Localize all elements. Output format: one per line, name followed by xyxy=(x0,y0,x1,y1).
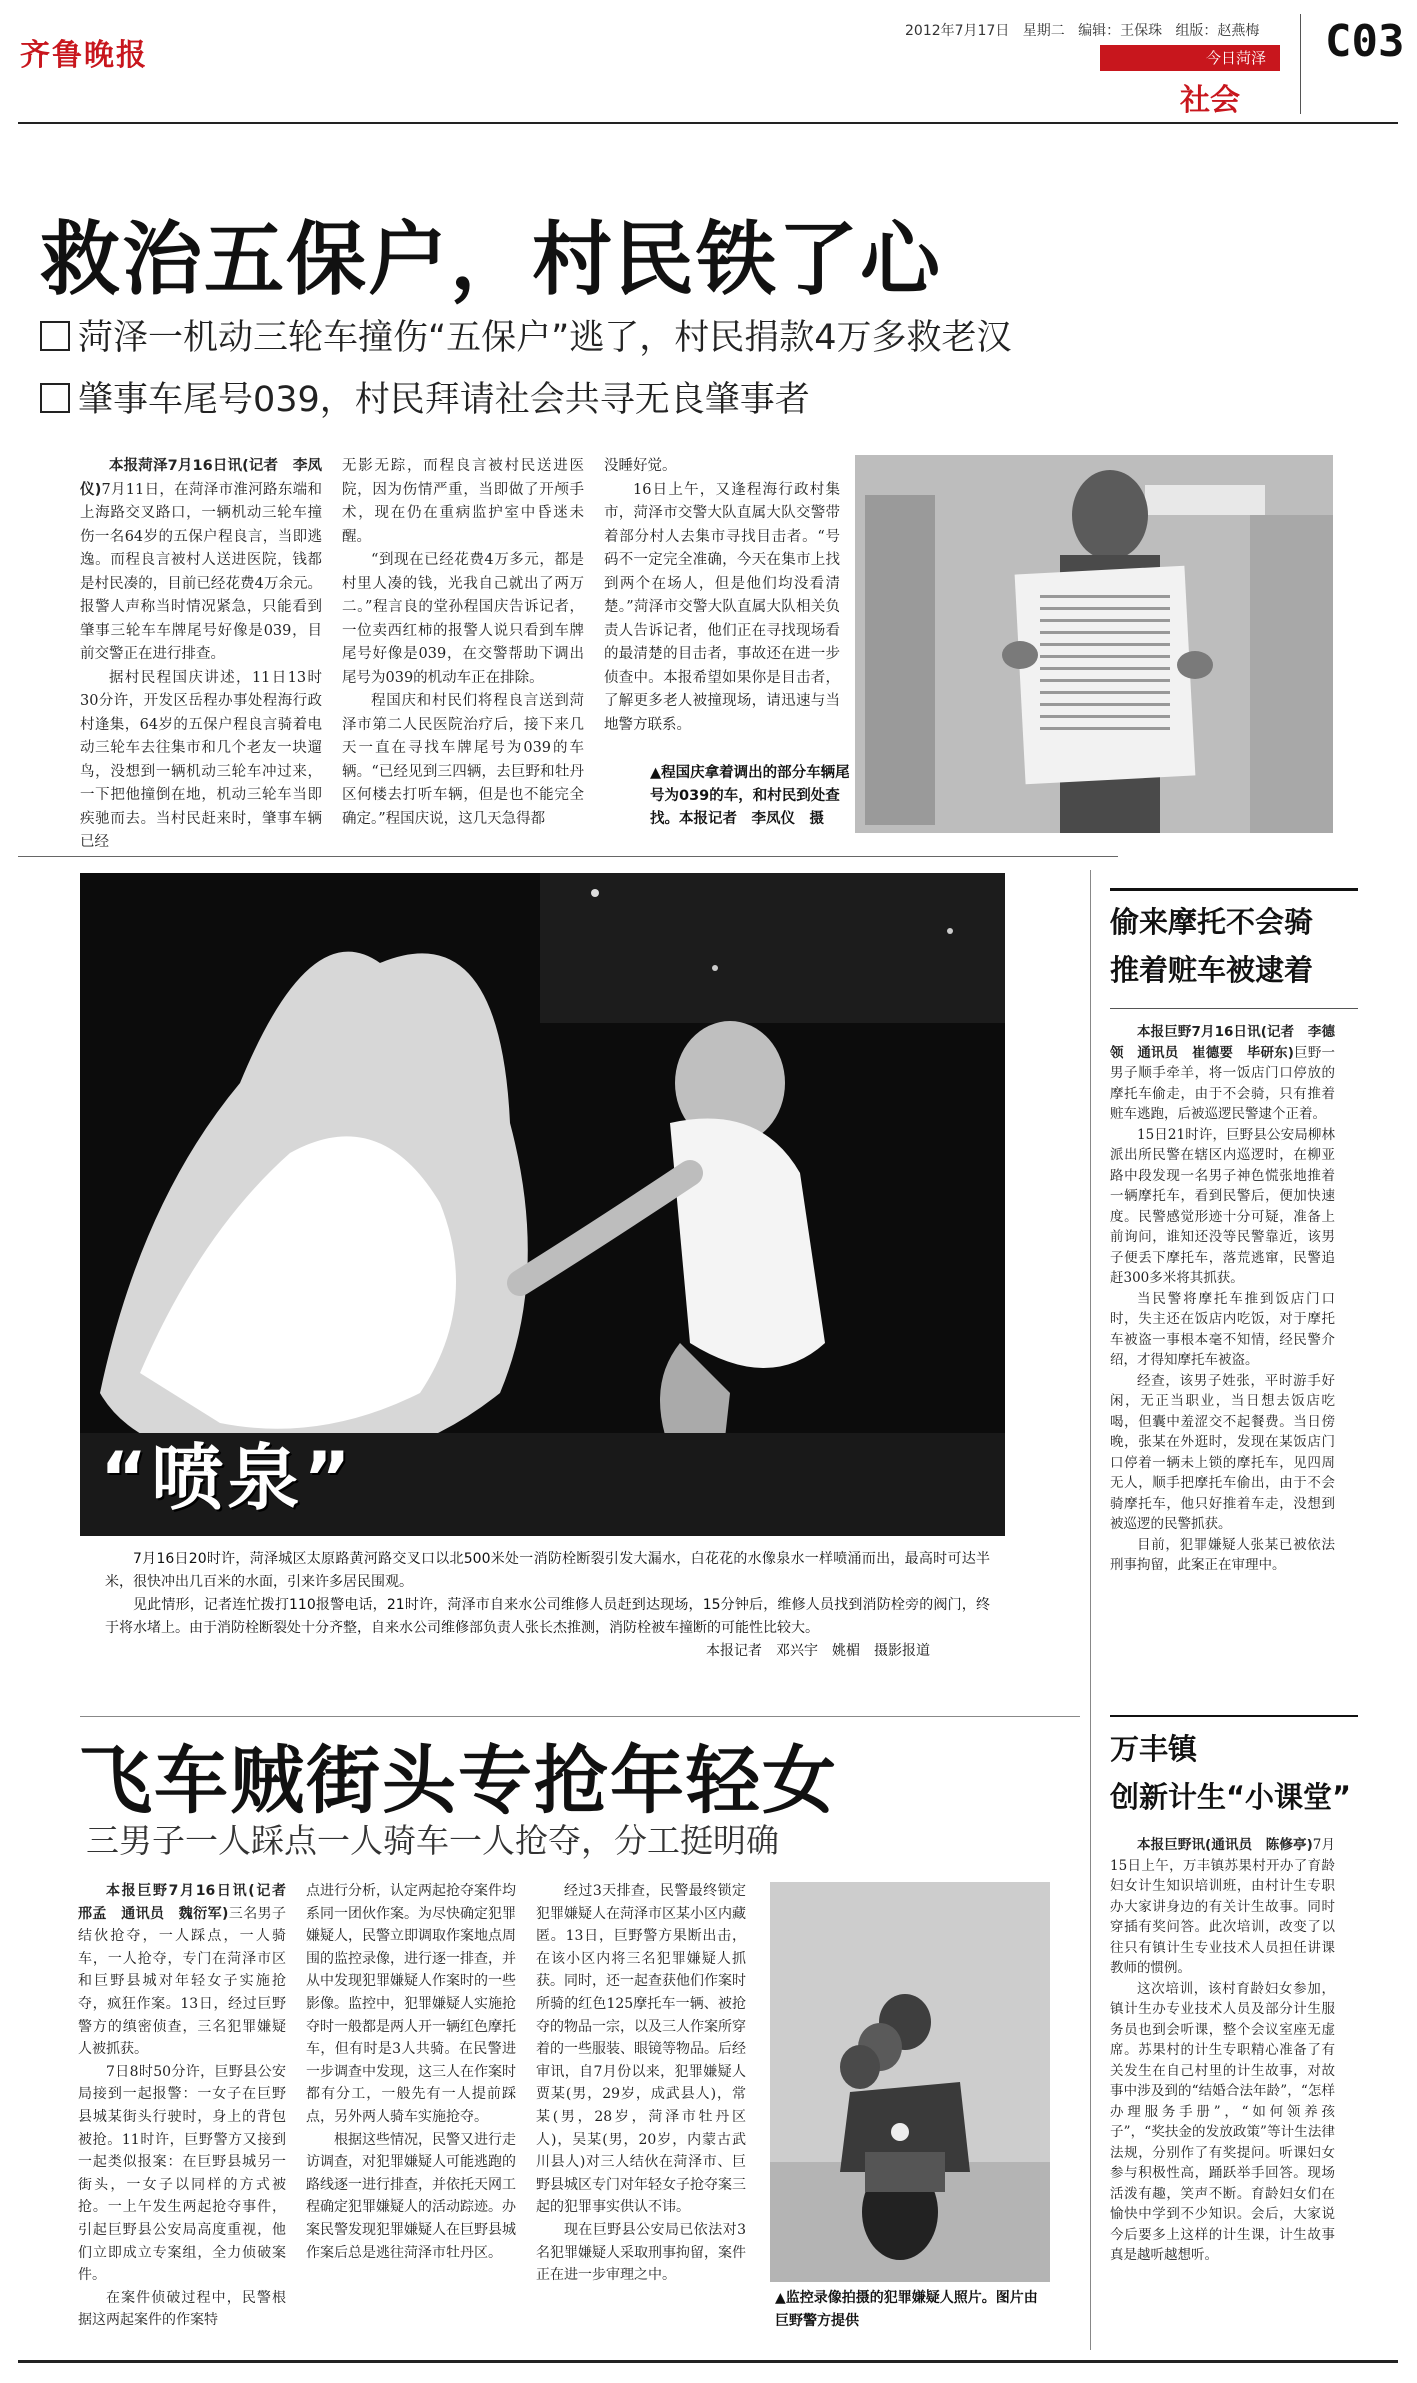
sidebar-title-rule xyxy=(1110,1008,1358,1009)
class-story-body: 本报巨野讯(通讯员 陈修亭)7月15日上午，万丰镇苏果村开办了育龄妇女计生知识培训班，由村计生专职办大家讲身边的有关计生故事。同时穿插有奖问答。此次培训，改变了以往只有镇计生专业技术人员担任讲课教师的惯例。 这次培训，该村育龄妇女参加，镇计生办专业技术人员及部分计生服务员也到会听课，整个会议室座无虚席。苏果村的计生专职精心准备了有关发生在自己村里的计生故事，对故事中涉及到的“结婚合法年龄”，“怎样办理服务手册”，“如何领养孩子”，“奖扶金的发放政策”等计生法律法规，分别作了有奖提问。听课妇女参与积极性高，踊跃举手回答。现场活泼有趣，笑声不断。育龄妇女们在愉快中学到不少知识。会后，大家说今后要多上这样的计生课，计生故事真是越听越想听。 xyxy=(1110,1835,1335,2266)
robbery-photo-caption: ▲监控录像拍摄的犯罪嫌疑人照片。图片由巨野警方提供 xyxy=(775,2290,1038,2329)
class-paragraph: 这次培训，该村育龄妇女参加，镇计生办专业技术人员及部分计生服务员也到会听课，整个会议室座无虚席。苏果村的计生专职精心准备了有关发生在自己村里的计生故事，对故事中涉及到的“结婚合法年龄”，“怎样办理服务手册”，“如何领养孩子”，“奖扶金的发放政策”等计生法律法规，分别作了有奖提问。听课妇女参与积极性高，踊跃举手回答。现场活泼有趣，笑声不断。育龄妇女们在愉快中学到不少知识。会后，大家说今后要多上这样的计生课，计生故事真是越听越想听。 xyxy=(1110,1980,1335,2263)
issue-weekday: 星期二 xyxy=(1022,23,1065,39)
section-title: 社会 xyxy=(1180,83,1240,118)
header-rule xyxy=(18,122,1398,124)
robbery-byline: 本报巨野7月16日讯(记者 邢孟 通讯员 魏衍军) xyxy=(78,1883,300,1922)
robbery-paragraph: 根据这些情况，民警又进行走访调查，对犯罪嫌疑人可能逃跑的路线逐一进行排查，并依托天网工程确定犯罪嫌疑人的活动踪迹。办案民警发现犯罪嫌疑人在巨野县城作案后总是逃往菏泽市牡丹区。 xyxy=(306,2131,516,2261)
fountain-title: “喷泉” xyxy=(100,1436,355,1520)
header-info xyxy=(905,20,1259,40)
motorcycle-suspects-illustration xyxy=(770,1882,1050,2282)
issue-date: 2012年7月17日 xyxy=(905,23,1010,39)
lead-column-3 xyxy=(604,455,840,737)
robbery-paragraph: 7日8时50分许，巨野县公安局接到一起报警：一女子在巨野县城某街头行驶时，身上的背包被抢。11时许，巨野警方又接到一起类似报案：在巨野县城另一街头，一女子以同样的方式被抢。一上午发生两起抢夺事件，引起巨野县公安局高度重视，他们立即成立专案组，全力侦破案件。 xyxy=(78,2063,286,2284)
lead-subhead-1: 菏泽一机动三轮车撞伤“五保户”逃了，村民捐款4万多救老汉 xyxy=(40,310,1012,360)
lead-paragraph: 没睡好觉。 xyxy=(604,458,677,474)
motorcycle-byline: 本报巨野7月16日讯(记者 李德领 通讯员 崔德要 毕研东) xyxy=(1110,1024,1335,1061)
motorcycle-story-body: 本报巨野7月16日讯(记者 李德领 通讯员 崔德要 毕研东)巨野一男子顺手牵羊，将一饭店门口停放的摩托车偷走，由于不会骑，只有推着赃车逃跑，后被巡逻民警逮个正着。 15日21时许，巨野县公安局柳林派出所民警在辖区内巡逻时，在柳亚路中段发现一名男子神色慌张地推着一辆摩托车，看到民警后，便加快速度。民警感觉形迹十分可疑，准备上前询问，谁知还没等民警靠近，该男子便丢下摩托车，落荒逃窜，民警追赶300多米将其抓获。 当民警将摩托车推到饭店门口时，失主还在饭店内吃饭，对于摩托车被盗一事根本毫不知情，经民警介绍，才得知摩托车被盗。 经查，该男子姓张，平时游手好闲，无正当职业，当日想去饭店吃喝，但囊中羞涩交不起餐费。当日傍晚，张某在外逛时，发现在某饭店门口停着一辆未上锁的摩托车，见四周无人，顺手把摩托车偷出，由于不会骑摩托车，他只好推着车走，没想到被巡逻的民警抓获。 目前，犯罪嫌疑人张某已被依法刑事拘留，此案正在审理中。 xyxy=(1110,1022,1335,1576)
fountain-caption-paragraph: 见此情形，记者连忙拨打110报警电话，21时许，菏泽市自来水公司维修人员赶到达现场，15分钟后，维修人员找到消防栓旁的阀门，终于将水堵上。由于消防栓断裂处十分齐整，自来水公司维修部负责人张长杰推测，消防栓被车撞断的可能性比较大。 xyxy=(105,1597,990,1636)
robbery-paragraph: 在案件侦破过程中，民警根据这两起案件的作案特 xyxy=(78,2289,286,2329)
robbery-column-2 xyxy=(306,1880,516,2264)
lead-paragraph: 无影无踪，而程良言被村民送进医院，因为伤情严重，当即做了开颅手术，现在仍在重病监护室中昏迷未醒。 xyxy=(342,458,584,545)
lead-photo-caption: ▲程国庆拿着调出的部分车辆尾号为039的车，和村民到处查找。本报记者 李凤仪 摄 xyxy=(650,765,850,827)
lead-headline: 救治五保户，村民铁了心 xyxy=(40,213,942,306)
robbery-column-1: 本报巨野7月16日讯(记者 邢孟 通讯员 魏衍军)三名男子结伙抢夺，一人踩点，一人骑车，一人抢夺，专门在菏泽市区和巨野县城对年轻女子实施抢夺，疯狂作案。13日，经过巨野警方的缜密侦查，三名犯罪嫌疑人被抓获。 7日8时50分许，巨野县公安局接到一起报警：一女子在巨野县城某街头行驶时，身上的背包被抢。11时许，巨野警方又接到一起类似报案：在巨野县城另一街头，一女子以同样的方式被抢。一上午发生两起抢夺事件，引起巨野县公安局高度重视，他们立即成立专案组，全力侦破案件。 在案件侦破过程中，民警根据这两起案件的作案特 xyxy=(78,1880,286,2332)
lead-column-1: 本报菏泽7月16日讯(记者 李凤仪)7月11日，在菏泽市淮河路东端和上海路交叉路口，一辆机动三轮车撞伤一名64岁的五保户程良言，当即逃逸。而程良言被村人送进医院，钱都是村民凑的，目前已经花费4万余元。报警人声称当时情况紧急，只能看到肇事三轮车车牌尾号好像是039，目前交警正在进行排查。 据村民程国庆讲述，11日13时30分许，开发区岳程办事处程海行政村逢集，64岁的五保户程良言骑着电动三轮车去往集市和几个老友一块遛鸟，没想到一辆机动三轮车冲过来，一下把他撞倒在地，机动三轮车当即疾驰而去。当村民赶来时，肇事车辆已经 xyxy=(80,455,322,855)
motorcycle-paragraph: 当民警将摩托车推到饭店门口时，失主还在饭店内吃饭，对于摩托车被盗一事根本毫不知情，经民警介绍，才得知摩托车被盗。 xyxy=(1110,1290,1335,1368)
robbery-headline: 飞车贼街头专抢年轻女 xyxy=(78,1738,838,1824)
sidebar-mid-rule xyxy=(1110,1715,1358,1717)
robbery-photo xyxy=(770,1882,1050,2282)
lead-paragraph: 据村民程国庆讲述，11日13时30分许，开发区岳程办事处程海行政村逢集，64岁的五保户程良言骑着电动三轮车去往集市和几个老友一块遛鸟，没想到一辆机动三轮车冲过来，一下把他撞倒在地，机动三轮车当即疾驰而去。当村民赶来时，肇事车辆已经 xyxy=(80,669,322,850)
motorcycle-paragraph: 目前，犯罪嫌疑人张某已被依法刑事拘留，此案正在审理中。 xyxy=(1110,1536,1335,1573)
sidebar-top-rule xyxy=(1110,888,1358,891)
lead-photo xyxy=(855,455,1333,833)
robbery-paragraph: 现在巨野县公安局已依法对3名犯罪嫌疑人采取刑事拘留，案件正在进一步审理之中。 xyxy=(536,2221,746,2284)
lead-paragraph: “到现在已经花费4万多元，都是村里人凑的钱，光我自己就出了两万二。”程言良的堂孙程国庆告诉记者，一位卖西红柿的报警人说只看到车牌尾号好像是039，在交警帮助下调出尾号为039的机动车正在排除。 xyxy=(342,552,584,686)
lead-paragraph: 程国庆和村民们将程良言送到菏泽市第二人民医院治疗后，接下来几天一直在寻找车牌尾号为039的车辆。“已经见到三四辆，去巨野和牡丹区何楼去打听车辆，但是也不能完全确定。”程国庆说，这几天急得都 xyxy=(342,693,584,827)
layout-editor: 组版：赵燕梅 xyxy=(1175,23,1260,39)
checkbox-bullet-icon xyxy=(40,383,70,413)
edition-label: 今日菏泽 xyxy=(1100,45,1280,71)
fountain-caption xyxy=(105,1548,990,1663)
robbery-paragraph: 经过3天排查，民警最终锁定犯罪嫌疑人在菏泽市区某小区内藏匿。13日，巨野警方果断出击，在该小区内将三名犯罪嫌疑人抓获。同时，还一起查获他们作案时所骑的红色125摩托车一辆、被抢夺的物品一宗，以及三人作案所穿着的一些服装、眼镜等物品。后经审讯，自7月份以来，犯罪嫌疑人贾某(男，29岁，成武县人)，常某(男，28岁，菏泽市牡丹区人)，吴某(男，20岁，内蒙古武川县人)对三人结伙在菏泽市、巨野县城区专门对年轻女子抢夺案三起的犯罪事实供认不讳。 xyxy=(536,1883,746,2216)
lead-byline: 本报菏泽7月16日讯(记者 李凤仪) xyxy=(80,458,322,498)
motorcycle-story-title: 偷来摩托不会骑 推着赃车被逮着 xyxy=(1110,905,1314,987)
footer-rule xyxy=(18,2360,1398,2363)
class-story-title: 万丰镇 创新计生“小课堂” xyxy=(1110,1732,1352,1814)
fountain-credit: 本报记者 邓兴宇 姚楣 摄影报道 xyxy=(706,1643,930,1659)
man-holding-document-illustration xyxy=(855,455,1333,833)
robbery-top-rule xyxy=(80,1716,1080,1717)
masthead: 齐鲁晚报 xyxy=(20,38,148,73)
motorcycle-paragraph: 15日21时许，巨野县公安局柳林派出所民警在辖区内巡逻时，在柳亚路中段发现一名男子神色慌张地推着一辆摩托车，看到民警后，便加快速度。民警感觉形迹十分可疑，准备上前询问，谁知还没等民警靠近，该男子便丢下摩托车，落荒逃窜，民警追赶300多米将其抓获。 xyxy=(1110,1126,1335,1286)
robbery-paragraph: 点进行分析，认定两起抢夺案件均系同一团伙作案。为尽快确定犯罪嫌疑人，民警立即调取作案地点周围的监控录像，进行逐一排查，并从中发现犯罪嫌疑人作案时的一些影像。监控中，犯罪嫌疑人实施抢夺时一般都是两人开一辆红色摩托车，但有时是3人共骑。在民警进一步调查中发现，这三人在作案时都有分工，一般先有一人提前踩点，另外两人骑车实施抢夺。 xyxy=(306,1883,516,2125)
page-number: C03 xyxy=(1325,16,1405,67)
sidebar-divider xyxy=(1090,870,1091,2350)
motorcycle-paragraph: 经查，该男子姓张，平时游手好闲，无正当职业，当日想去饭店吃喝，但囊中羞涩交不起餐费。当日傍晚，张某在外逛时，发现在某饭店门口停着一辆未上锁的摩托车，见四周无人，顺手把摩托车偷出，由于不会骑摩托车，他只好推着车走，没想到被巡逻的民警抓获。 xyxy=(1110,1372,1335,1532)
robbery-subhead: 三男子一人踩点一人骑车一人抢夺，分工挺明确 xyxy=(86,1821,779,1860)
header-divider xyxy=(1300,14,1301,114)
class-byline: 本报巨野讯(通讯员 陈修亭) xyxy=(1137,1837,1313,1853)
lead-column-2 xyxy=(342,455,584,831)
lead-bottom-rule xyxy=(18,856,1118,857)
lead-paragraph: 16日上午，又逢程海行政村集市，菏泽市交警大队直属大队交警带着部分村人去集市寻找目击者。“号码不一定完全准确，今天在集市上找到两个在场人，但是他们均没看清楚。”菏泽市交警大队直属大队相关负责人告诉记者，他们正在寻找现场看的最清楚的目击者，事故还在进一步侦查中。本报希望如果你是目击者，了解更多老人被撞现场，请迅速与当地警方联系。 xyxy=(604,481,840,733)
lead-subhead-2: 肇事车尾号039，村民拜请社会共寻无良肇事者 xyxy=(40,372,810,422)
robbery-column-3 xyxy=(536,1880,746,2287)
checkbox-bullet-icon xyxy=(40,321,70,351)
fountain-caption-paragraph: 7月16日20时许，菏泽城区太原路黄河路交叉口以北500米处一消防栓断裂引发大漏水，白花花的水像泉水一样喷涌而出，最高时可达半米，很快冲出几百米的水面，引来许多居民围观。 xyxy=(105,1551,990,1590)
editor: 编辑：王保珠 xyxy=(1078,23,1163,39)
